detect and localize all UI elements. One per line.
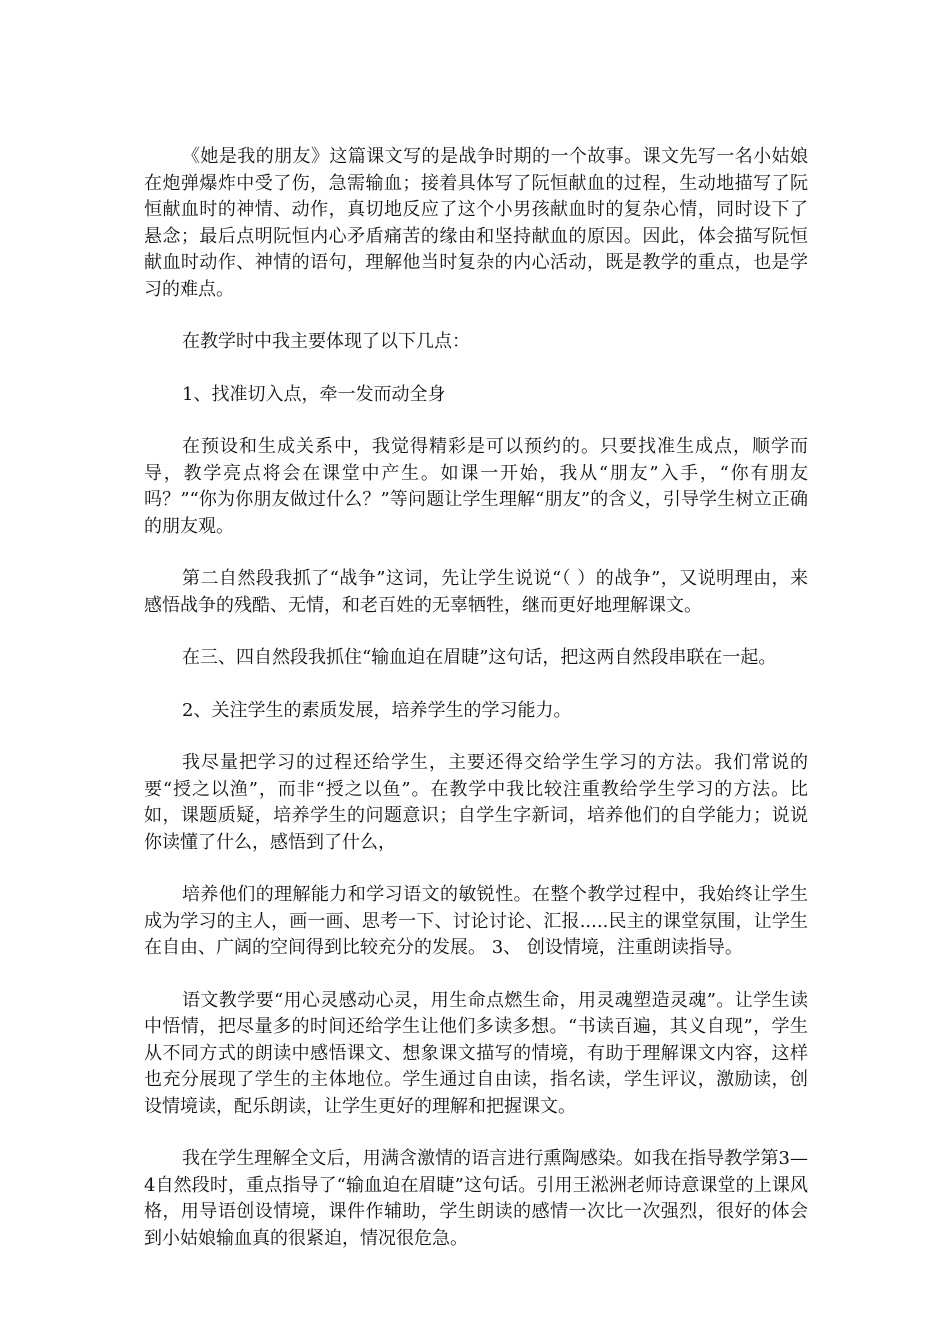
section-3-paragraph-2: 我在学生理解全文后，用满含激情的语言进行熏陶感染。如我在指导教学第3—4自然段时，重点指导了“输血迫在眉睫”这句话。引用王淞洲老师诗意课堂的上课风格，用导语创设情境，课件作辅助，学生朗读的感情一次比一次强烈，很好的体会到小姑娘输血真的很紧迫，情况很危急。 [144, 1148, 808, 1249]
section-1-paragraph-2: 第二自然段我抓了“战争”这词，先让学生说说“（ ）的战争”，又说明理由，来感悟战争的残酷、无情，和老百姓的无辜牺牲，继而更好地理解课文。 [144, 568, 808, 616]
section-2-paragraph-1: 我尽量把学习的过程还给学生，主要还得交给学生学习的方法。我们常说的要“授之以渔”，而非“授之以鱼”。在教学中我比较注重教给学生学习的方法。比如，课题质疑，培养学生的问题意识；自学生字新词，培养他们的自学能力；说说你读懂了什么，感悟到了什么， [144, 752, 808, 853]
section-1-paragraph-3: 在三、四自然段我抓住“输血迫在眉睫”这句话，把这两自然段串联在一起。 [182, 647, 777, 668]
document-body [144, 144, 808, 1278]
section-heading-2: 2、关注学生的素质发展，培养学生的学习能力。 [182, 699, 572, 721]
intro-paragraph: 《她是我的朋友》这篇课文写的是战争时期的一个故事。课文先写一名小姑娘在炮弹爆炸中受了伤，急需输血；接着具体写了阮恒献血的过程，生动地描写了阮恒献血时的神情、动作，真切地反应了这个小男孩献血时的复杂心情，同时设下了悬念；最后点明阮恒内心矛盾痛苦的缘由和坚持献血的原因。因此，体会描写阮恒献血时动作、神情的语句，理解他当时复杂的内心活动，既是教学的重点，也是学习的难点。 [144, 146, 808, 300]
section-2-paragraph-2: 培养他们的理解能力和学习语文的敏锐性。在整个教学过程中，我始终让学生成为学习的主人，画一画、思考一下、讨论讨论、汇报.....民主的课堂氛围，让学生在自由、广阔的空间得到比较充分的发展。 3、 创设情境，注重朗读指导。 [144, 884, 808, 958]
section-3-paragraph-1: 语文教学要“用心灵感动心灵，用生命点燃生命，用灵魂塑造灵魂”。让学生读中悟情，把尽量多的时间还给学生让他们多读多想。“书读百遍，其义自现”，学生从不同方式的朗读中感悟课文、想象课文描写的情境，有助于理解课文内容，这样也充分展现了学生的主体地位。学生通过自由读，指名读，学生评议，激励读，创设情境读，配乐朗读，让学生更好的理解和把握课文。 [144, 989, 808, 1117]
section-1-paragraph-1: 在预设和生成关系中，我觉得精彩是可以预约的。只要找准生成点，顺学而导，教学亮点将会在课堂中产生。如课一开始，我从“朋友”入手，“你有朋友吗？”“你为你朋友做过什么？”等问题让学生理解“朋友”的含义，引导学生树立正确的朋友观。 [144, 436, 808, 537]
section-heading-1: 1、找准切入点，牵一发而动全身 [182, 383, 446, 405]
points-lead-paragraph: 在教学时中我主要体现了以下几点： [182, 331, 470, 352]
